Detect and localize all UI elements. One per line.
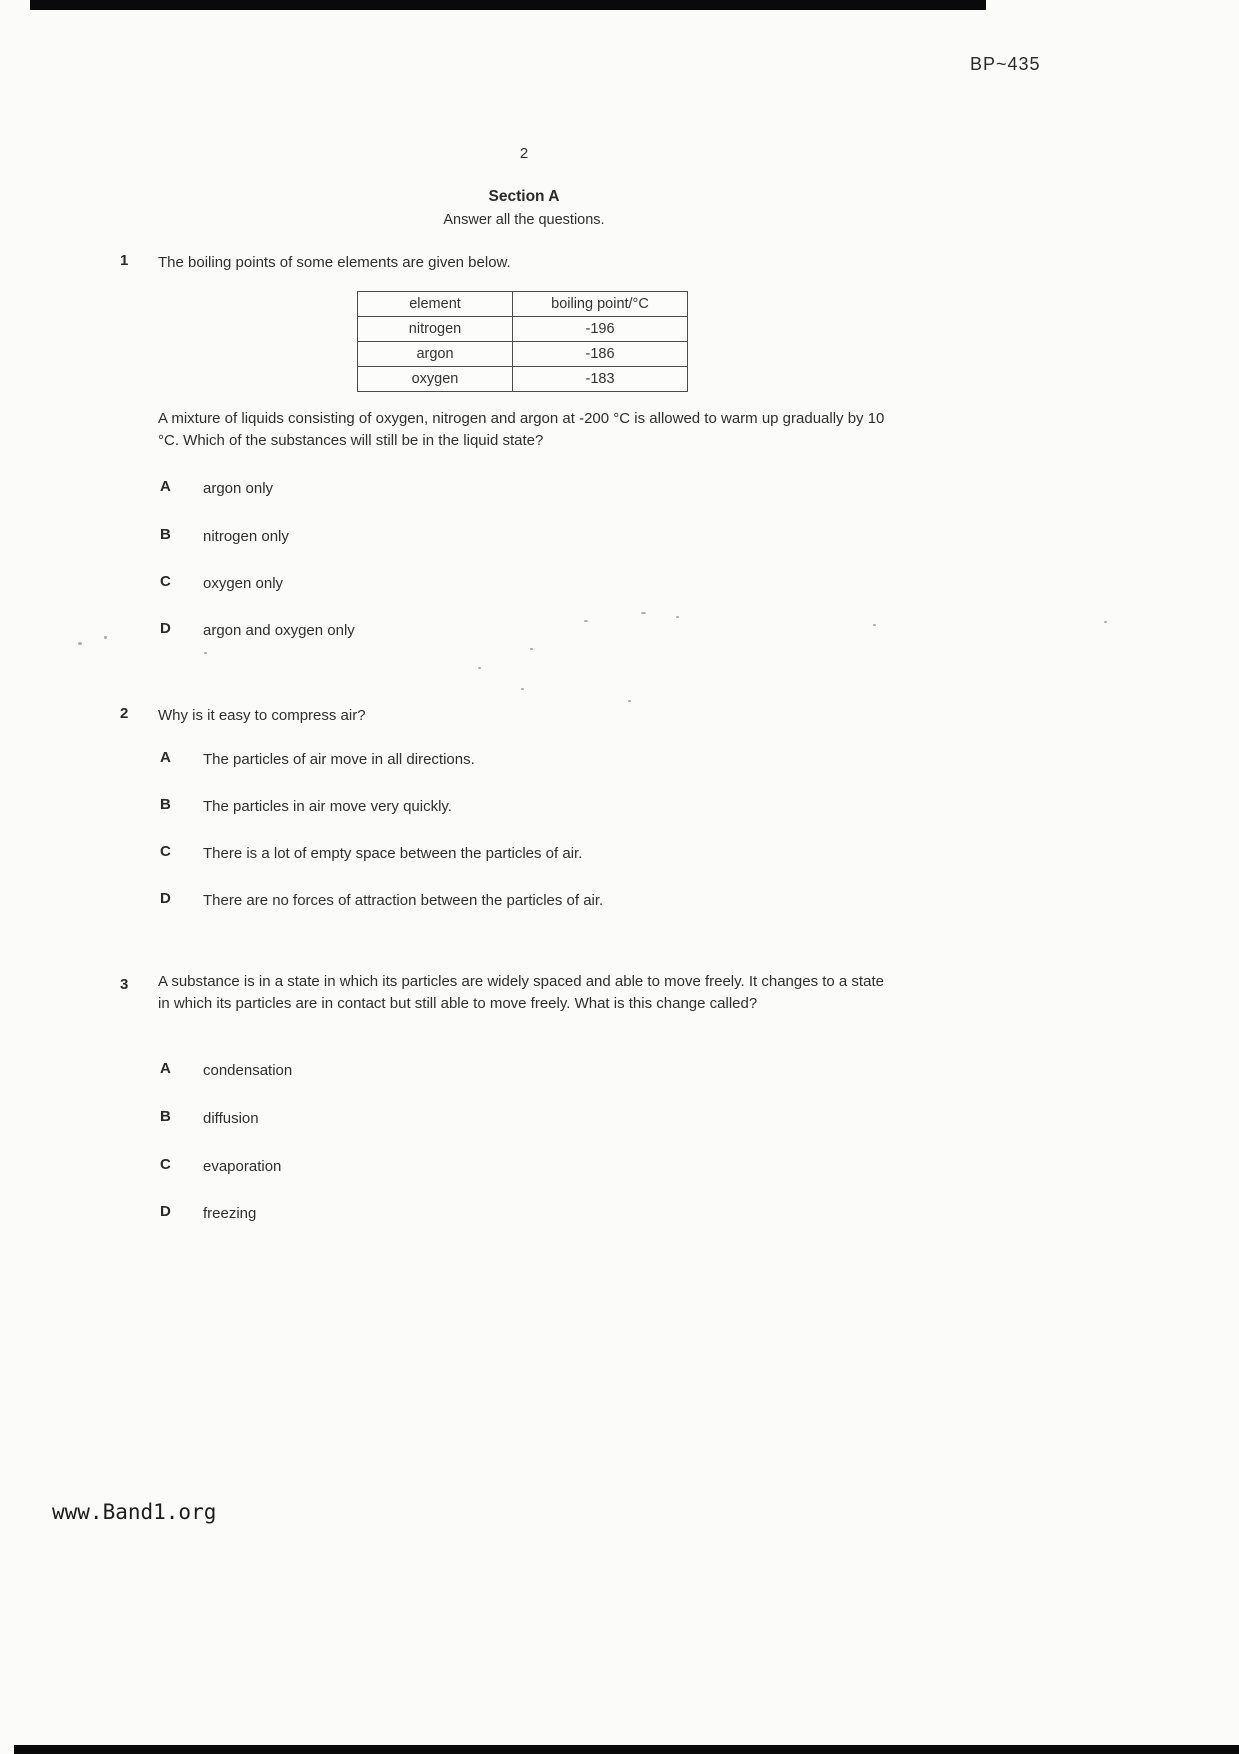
- noise-dot: [204, 652, 207, 654]
- noise-dot: [584, 620, 588, 622]
- question-2-option-d-letter: D: [160, 890, 171, 907]
- question-1-option-d-letter: D: [160, 620, 171, 637]
- question-3-option-a-text: condensation: [203, 1062, 293, 1079]
- table-cell-element: oxygen: [358, 367, 513, 392]
- question-3-option-d-letter: D: [160, 1203, 171, 1220]
- question-2-option-b-text: The particles in air move very quickly.: [203, 798, 452, 815]
- question-3-number: 3: [120, 976, 129, 993]
- table-cell-value: -183: [513, 367, 688, 392]
- section-title: Section A: [488, 188, 560, 205]
- noise-dot: [78, 642, 82, 645]
- noise-dot: [628, 700, 631, 702]
- question-2-text: Why is it easy to compress air?: [158, 707, 366, 724]
- table-row: [358, 367, 688, 392]
- page-number: 2: [519, 145, 529, 162]
- noise-dot: [521, 688, 524, 690]
- question-2-option-b-letter: B: [160, 796, 171, 813]
- table-cell-element: nitrogen: [358, 317, 513, 342]
- noise-dot: [641, 612, 646, 614]
- question-3-option-d-text: freezing: [203, 1205, 257, 1222]
- table-cell-value: -186: [513, 342, 688, 367]
- question-3-option-b-letter: B: [160, 1108, 171, 1125]
- boiling-points-table: [357, 291, 688, 392]
- table-header-boiling-point: boiling point/°C: [513, 292, 688, 317]
- table-header-element: element: [358, 292, 513, 317]
- question-3-option-a-letter: A: [160, 1060, 171, 1077]
- question-3-option-c-letter: C: [160, 1156, 171, 1173]
- question-1-option-a-letter: A: [160, 478, 171, 495]
- noise-dot: [104, 636, 107, 639]
- question-2-option-c-letter: C: [160, 843, 171, 860]
- question-2-option-d-text: There are no forces of attraction between the particles of air.: [203, 892, 604, 909]
- question-1-text: The boiling points of some elements are given below.: [158, 254, 511, 271]
- scan-artifact-top-bar: [30, 0, 986, 10]
- noise-dot: [530, 648, 533, 650]
- noise-dot: [873, 624, 876, 626]
- table-row: [358, 317, 688, 342]
- question-2-option-c-text: There is a lot of empty space between the particles of air.: [203, 845, 583, 862]
- question-1-option-d-text: argon and oxygen only: [203, 622, 355, 639]
- table-header-row: [358, 292, 688, 317]
- footer-website: www.Band1.org: [52, 1500, 217, 1524]
- table-cell-value: -196: [513, 317, 688, 342]
- section-subtitle: Answer all the questions.: [443, 212, 605, 228]
- table-row: [358, 342, 688, 367]
- question-1-paragraph: A mixture of liquids consisting of oxygen, nitrogen and argon at -200 °C is allowed to warm up gradually by 10 °C. Which of the substances will still be in the liquid state?: [158, 410, 885, 449]
- noise-dot: [1104, 621, 1107, 623]
- question-1-option-b-letter: B: [160, 526, 171, 543]
- question-1-option-b-text: nitrogen only: [203, 528, 289, 545]
- question-1-option-a-text: argon only: [203, 480, 274, 497]
- question-3-text: A substance is in a state in which its particles are widely spaced and able to move freely. It changes to a state in which its particles are in contact but still able to move freely. What is this change called?: [158, 973, 884, 1012]
- question-2-option-a-text: The particles of air move in all directions.: [203, 751, 475, 768]
- question-2-option-a-letter: A: [160, 749, 171, 766]
- question-1-option-c-text: oxygen only: [203, 575, 284, 592]
- question-2-number: 2: [120, 705, 129, 722]
- table-cell-element: argon: [358, 342, 513, 367]
- noise-dot: [676, 616, 679, 618]
- question-1-number: 1: [120, 252, 129, 269]
- noise-dot: [478, 667, 481, 669]
- question-1-option-c-letter: C: [160, 573, 171, 590]
- question-3-option-b-text: diffusion: [203, 1110, 259, 1127]
- document-code: BP~435: [970, 54, 1041, 74]
- question-3-option-c-text: evaporation: [203, 1158, 282, 1175]
- scan-artifact-bottom-bar: [14, 1745, 1239, 1754]
